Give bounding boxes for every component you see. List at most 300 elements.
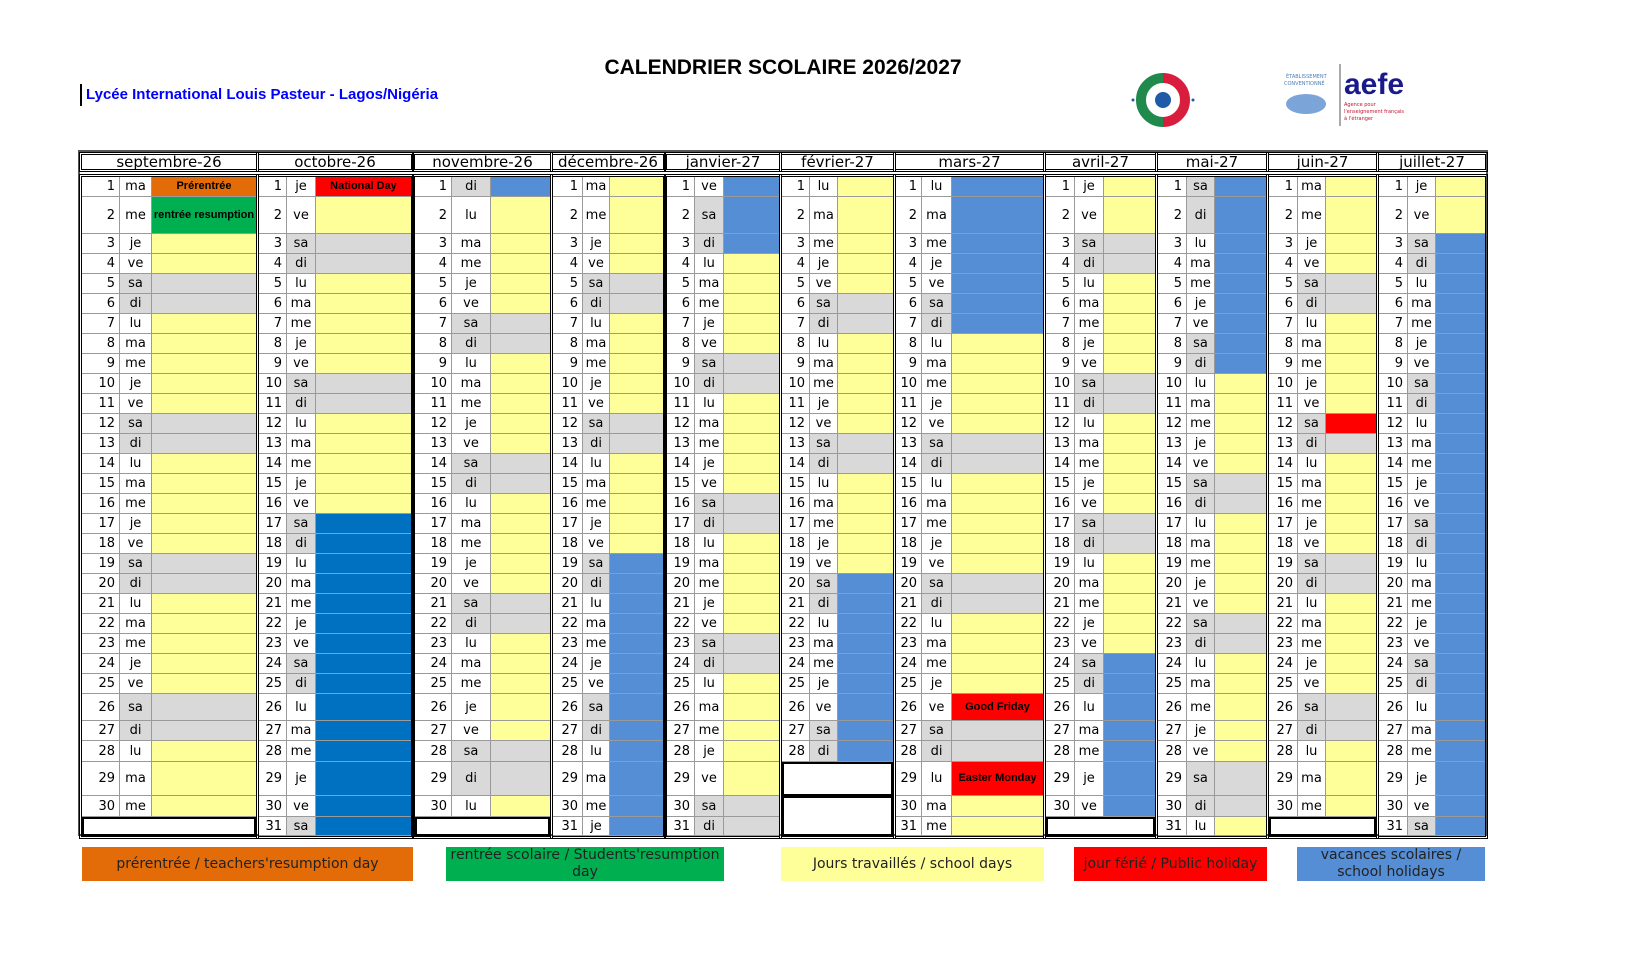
day-row xyxy=(1379,796,1485,817)
day-status xyxy=(610,177,663,197)
weekday: me xyxy=(287,741,316,762)
weekday: ve xyxy=(287,197,316,234)
weekday: je xyxy=(922,254,952,274)
day-row xyxy=(415,514,550,534)
day-number: 5 xyxy=(1269,274,1298,294)
weekday: ve xyxy=(1075,197,1104,234)
day-status xyxy=(152,654,256,674)
day-number: 23 xyxy=(1158,634,1187,654)
weekday: di xyxy=(583,434,610,454)
weekday: sa xyxy=(1187,334,1215,354)
day-row xyxy=(1269,574,1376,594)
weekday: di xyxy=(810,454,838,474)
day-row xyxy=(415,594,550,614)
day-row xyxy=(1046,197,1155,234)
day-number: 29 xyxy=(1379,762,1408,796)
day-row xyxy=(896,514,1043,534)
day-number: 21 xyxy=(1269,594,1298,614)
day-number: 28 xyxy=(1158,741,1187,762)
day-number: 13 xyxy=(1269,434,1298,454)
day-number: 30 xyxy=(896,796,922,817)
day-number: 8 xyxy=(782,334,810,354)
weekday: sa xyxy=(452,314,491,334)
weekday: lu xyxy=(695,254,724,274)
day-number: 24 xyxy=(259,654,287,674)
day-row xyxy=(667,494,779,514)
day-status xyxy=(1326,434,1376,454)
day-row xyxy=(1269,394,1376,414)
day-number: 26 xyxy=(896,694,922,721)
svg-text:à l'étranger: à l'étranger xyxy=(1344,116,1374,122)
weekday: di xyxy=(1075,674,1104,694)
weekday: me xyxy=(1298,354,1326,374)
weekday: ve xyxy=(922,414,952,434)
day-number: 10 xyxy=(259,374,287,394)
day-number: 31 xyxy=(896,817,922,836)
day-status xyxy=(1104,694,1155,721)
day-number: 25 xyxy=(1379,674,1408,694)
weekday: me xyxy=(120,494,152,514)
day-number: 21 xyxy=(415,594,452,614)
day-status xyxy=(1104,454,1155,474)
day-status xyxy=(1436,474,1485,494)
blank-row xyxy=(1269,817,1376,836)
day-row xyxy=(667,197,779,234)
day-row xyxy=(1269,721,1376,741)
weekday: ve xyxy=(695,762,724,796)
weekday: je xyxy=(120,514,152,534)
day-status xyxy=(724,234,779,254)
day-number: 21 xyxy=(1046,594,1075,614)
weekday: lu xyxy=(287,554,316,574)
day-status xyxy=(1436,354,1485,374)
day-row xyxy=(82,254,256,274)
day-number: 8 xyxy=(1046,334,1075,354)
weekday: lu xyxy=(120,454,152,474)
weekday: sa xyxy=(695,494,724,514)
day-row xyxy=(667,741,779,762)
day-number: 26 xyxy=(1046,694,1075,721)
day-number: 14 xyxy=(553,454,583,474)
day-row xyxy=(667,434,779,454)
weekday: me xyxy=(1187,554,1215,574)
weekday: di xyxy=(452,334,491,354)
weekday: di xyxy=(452,474,491,494)
day-status xyxy=(316,534,411,554)
day-status xyxy=(1215,534,1266,554)
day-row xyxy=(782,274,893,294)
day-status xyxy=(152,354,256,374)
day-number: 24 xyxy=(1269,654,1298,674)
weekday: ve xyxy=(1298,674,1326,694)
day-row xyxy=(553,654,663,674)
weekday: je xyxy=(452,554,491,574)
weekday: je xyxy=(810,254,838,274)
day-row xyxy=(896,254,1043,274)
day-number: 11 xyxy=(1046,394,1075,414)
weekday: ve xyxy=(287,354,316,374)
month-header: novembre-26 xyxy=(412,152,553,172)
day-row xyxy=(82,494,256,514)
day-number: 21 xyxy=(782,594,810,614)
day-number: 27 xyxy=(896,721,922,741)
weekday: me xyxy=(452,394,491,414)
day-status xyxy=(1436,594,1485,614)
weekday: di xyxy=(120,294,152,314)
weekday: ve xyxy=(1408,796,1436,817)
day-status xyxy=(152,796,256,817)
day-status xyxy=(838,514,893,534)
day-number: 3 xyxy=(1046,234,1075,254)
weekday: ma xyxy=(583,614,610,634)
day-status xyxy=(952,234,1043,254)
day-row xyxy=(896,454,1043,474)
day-status xyxy=(491,674,550,694)
weekday: ve xyxy=(583,674,610,694)
day-row xyxy=(1269,234,1376,254)
weekday: sa xyxy=(120,414,152,434)
day-row xyxy=(259,354,411,374)
day-row xyxy=(1379,414,1485,434)
day-row xyxy=(667,474,779,494)
day-status xyxy=(1326,414,1376,434)
weekday: lu xyxy=(583,454,610,474)
weekday: di xyxy=(120,721,152,741)
day-number: 10 xyxy=(1269,374,1298,394)
weekday: ma xyxy=(583,762,610,796)
day-row xyxy=(553,674,663,694)
day-status xyxy=(610,554,663,574)
weekday: sa xyxy=(695,634,724,654)
day-number: 15 xyxy=(1379,474,1408,494)
day-number: 12 xyxy=(259,414,287,434)
day-status xyxy=(610,574,663,594)
weekday: ma xyxy=(120,177,152,197)
day-row xyxy=(782,454,893,474)
day-status xyxy=(610,394,663,414)
day-status xyxy=(152,394,256,414)
day-number: 14 xyxy=(1269,454,1298,474)
day-row xyxy=(553,274,663,294)
weekday: ve xyxy=(452,294,491,314)
weekday: di xyxy=(1075,534,1104,554)
day-row xyxy=(82,614,256,634)
day-status xyxy=(838,177,893,197)
day-number: 13 xyxy=(415,434,452,454)
weekday: ve xyxy=(120,394,152,414)
day-row xyxy=(1269,434,1376,454)
day-status xyxy=(1215,254,1266,274)
day-event-label: Good Friday xyxy=(952,694,1043,721)
day-row xyxy=(1046,354,1155,374)
day-number: 22 xyxy=(667,614,695,634)
day-number: 5 xyxy=(415,274,452,294)
day-row xyxy=(553,434,663,454)
day-status xyxy=(1215,741,1266,762)
day-number: 12 xyxy=(1158,414,1187,434)
weekday: ve xyxy=(1187,314,1215,334)
day-status xyxy=(952,314,1043,334)
day-number: 11 xyxy=(259,394,287,414)
weekday: sa xyxy=(1298,274,1326,294)
day-status xyxy=(724,454,779,474)
day-status xyxy=(952,294,1043,314)
day-row xyxy=(415,334,550,354)
day-status xyxy=(316,494,411,514)
day-status xyxy=(724,574,779,594)
day-row xyxy=(1379,762,1485,796)
day-status xyxy=(724,294,779,314)
day-row xyxy=(415,574,550,594)
month-body xyxy=(550,174,666,839)
day-number: 1 xyxy=(1269,177,1298,197)
weekday: sa xyxy=(1408,234,1436,254)
day-status xyxy=(610,741,663,762)
day-row xyxy=(1379,177,1485,197)
weekday: sa xyxy=(1408,654,1436,674)
day-number: 10 xyxy=(667,374,695,394)
day-number: 25 xyxy=(667,674,695,694)
day-number: 9 xyxy=(896,354,922,374)
day-number: 17 xyxy=(1046,514,1075,534)
day-status xyxy=(491,177,550,197)
day-status xyxy=(838,254,893,274)
day-row xyxy=(1379,554,1485,574)
day-number: 22 xyxy=(1379,614,1408,634)
day-row xyxy=(82,534,256,554)
weekday: sa xyxy=(1298,414,1326,434)
day-row xyxy=(782,514,893,534)
day-status xyxy=(1326,234,1376,254)
day-number: 16 xyxy=(553,494,583,514)
weekday: lu xyxy=(287,414,316,434)
day-row xyxy=(1046,434,1155,454)
day-row xyxy=(782,177,893,197)
day-status xyxy=(952,434,1043,454)
day-status xyxy=(838,741,893,762)
day-number: 8 xyxy=(896,334,922,354)
weekday: me xyxy=(287,594,316,614)
day-row xyxy=(1158,614,1266,634)
day-status xyxy=(838,374,893,394)
weekday: lu xyxy=(1298,454,1326,474)
weekday: di xyxy=(922,594,952,614)
weekday: je xyxy=(583,514,610,534)
day-status xyxy=(1215,474,1266,494)
day-row xyxy=(82,514,256,534)
weekday: ve xyxy=(452,434,491,454)
day-status xyxy=(152,762,256,796)
weekday: lu xyxy=(1408,414,1436,434)
day-status xyxy=(838,654,893,674)
weekday: me xyxy=(1408,454,1436,474)
day-number: 4 xyxy=(896,254,922,274)
month-body xyxy=(412,174,553,839)
weekday: sa xyxy=(120,274,152,294)
svg-text:Agence pour: Agence pour xyxy=(1344,102,1376,108)
weekday: sa xyxy=(452,594,491,614)
day-number: 18 xyxy=(553,534,583,554)
weekday: me xyxy=(1408,594,1436,614)
weekday: me xyxy=(120,354,152,374)
day-number: 10 xyxy=(82,374,120,394)
day-status xyxy=(491,574,550,594)
day-status xyxy=(1436,514,1485,534)
day-status xyxy=(1104,654,1155,674)
day-status xyxy=(152,674,256,694)
day-row xyxy=(1046,762,1155,796)
day-row xyxy=(553,414,663,434)
day-status xyxy=(952,721,1043,741)
weekday: je xyxy=(1408,474,1436,494)
weekday: di xyxy=(695,654,724,674)
day-status xyxy=(724,694,779,721)
day-number: 12 xyxy=(415,414,452,434)
day-status xyxy=(838,721,893,741)
day-status xyxy=(152,294,256,314)
day-number: 12 xyxy=(1046,414,1075,434)
day-row xyxy=(1379,354,1485,374)
day-status xyxy=(724,554,779,574)
day-status xyxy=(610,434,663,454)
day-row xyxy=(553,741,663,762)
day-status xyxy=(610,197,663,234)
day-status xyxy=(724,434,779,454)
day-row xyxy=(415,354,550,374)
day-row xyxy=(1158,494,1266,514)
day-status xyxy=(316,634,411,654)
day-number: 30 xyxy=(1046,796,1075,817)
day-number: 8 xyxy=(415,334,452,354)
day-number: 22 xyxy=(415,614,452,634)
weekday: ve xyxy=(922,554,952,574)
weekday: di xyxy=(287,254,316,274)
day-status xyxy=(1436,694,1485,721)
legend-item: vacances scolaires / school holidays xyxy=(1297,847,1485,881)
day-row xyxy=(553,721,663,741)
day-row xyxy=(415,254,550,274)
day-row xyxy=(1269,374,1376,394)
day-row xyxy=(553,354,663,374)
weekday: me xyxy=(583,354,610,374)
day-number: 14 xyxy=(1158,454,1187,474)
day-row xyxy=(1158,574,1266,594)
day-number: 24 xyxy=(1158,654,1187,674)
day-row xyxy=(553,554,663,574)
weekday: sa xyxy=(120,554,152,574)
day-row xyxy=(667,614,779,634)
weekday: je xyxy=(1187,574,1215,594)
weekday: sa xyxy=(287,654,316,674)
day-row xyxy=(896,674,1043,694)
weekday: di xyxy=(583,294,610,314)
weekday: ma xyxy=(810,197,838,234)
day-number: 8 xyxy=(1158,334,1187,354)
day-status xyxy=(1215,494,1266,514)
day-status xyxy=(610,721,663,741)
day-status xyxy=(724,534,779,554)
day-status xyxy=(1215,354,1266,374)
day-number: 13 xyxy=(259,434,287,454)
day-number: 2 xyxy=(1379,197,1408,234)
day-status xyxy=(1215,314,1266,334)
day-number: 14 xyxy=(259,454,287,474)
day-status xyxy=(724,354,779,374)
day-number: 4 xyxy=(667,254,695,274)
day-row xyxy=(1046,654,1155,674)
day-row xyxy=(553,254,663,274)
day-row xyxy=(896,334,1043,354)
day-row xyxy=(259,314,411,334)
day-status xyxy=(152,554,256,574)
day-row xyxy=(1269,514,1376,534)
day-number: 7 xyxy=(667,314,695,334)
day-number: 16 xyxy=(82,494,120,514)
day-row xyxy=(415,474,550,494)
day-status xyxy=(1436,796,1485,817)
day-status xyxy=(724,177,779,197)
weekday: ma xyxy=(287,574,316,594)
day-status xyxy=(724,414,779,434)
weekday: je xyxy=(922,674,952,694)
day-status xyxy=(1215,454,1266,474)
day-number: 29 xyxy=(82,762,120,796)
weekday: di xyxy=(695,234,724,254)
day-row xyxy=(415,634,550,654)
day-number: 6 xyxy=(553,294,583,314)
day-status xyxy=(1104,554,1155,574)
day-row xyxy=(782,414,893,434)
day-row xyxy=(1158,314,1266,334)
weekday: je xyxy=(1075,614,1104,634)
day-row xyxy=(667,274,779,294)
weekday: ma xyxy=(1075,434,1104,454)
day-row xyxy=(1269,294,1376,314)
day-status xyxy=(1326,494,1376,514)
day-row xyxy=(1046,274,1155,294)
day-number: 3 xyxy=(896,234,922,254)
day-number: 17 xyxy=(667,514,695,534)
day-row xyxy=(1379,721,1485,741)
day-row xyxy=(1046,374,1155,394)
day-status xyxy=(952,796,1043,817)
day-number: 7 xyxy=(1158,314,1187,334)
weekday: me xyxy=(1075,314,1104,334)
day-status xyxy=(610,454,663,474)
weekday: sa xyxy=(583,274,610,294)
day-row xyxy=(82,414,256,434)
day-number: 12 xyxy=(782,414,810,434)
weekday: me xyxy=(1187,414,1215,434)
day-number: 8 xyxy=(259,334,287,354)
day-number: 11 xyxy=(415,394,452,414)
day-row xyxy=(667,817,779,836)
day-row xyxy=(1269,534,1376,554)
day-status xyxy=(152,454,256,474)
day-row xyxy=(82,574,256,594)
day-status xyxy=(1436,762,1485,796)
weekday: di xyxy=(1187,197,1215,234)
day-row xyxy=(782,634,893,654)
day-number: 23 xyxy=(896,634,922,654)
day-number: 10 xyxy=(1158,374,1187,394)
blank-row xyxy=(1046,817,1155,836)
day-number: 15 xyxy=(415,474,452,494)
day-row xyxy=(259,817,411,836)
day-number: 11 xyxy=(1158,394,1187,414)
day-row xyxy=(415,434,550,454)
weekday: lu xyxy=(1187,654,1215,674)
